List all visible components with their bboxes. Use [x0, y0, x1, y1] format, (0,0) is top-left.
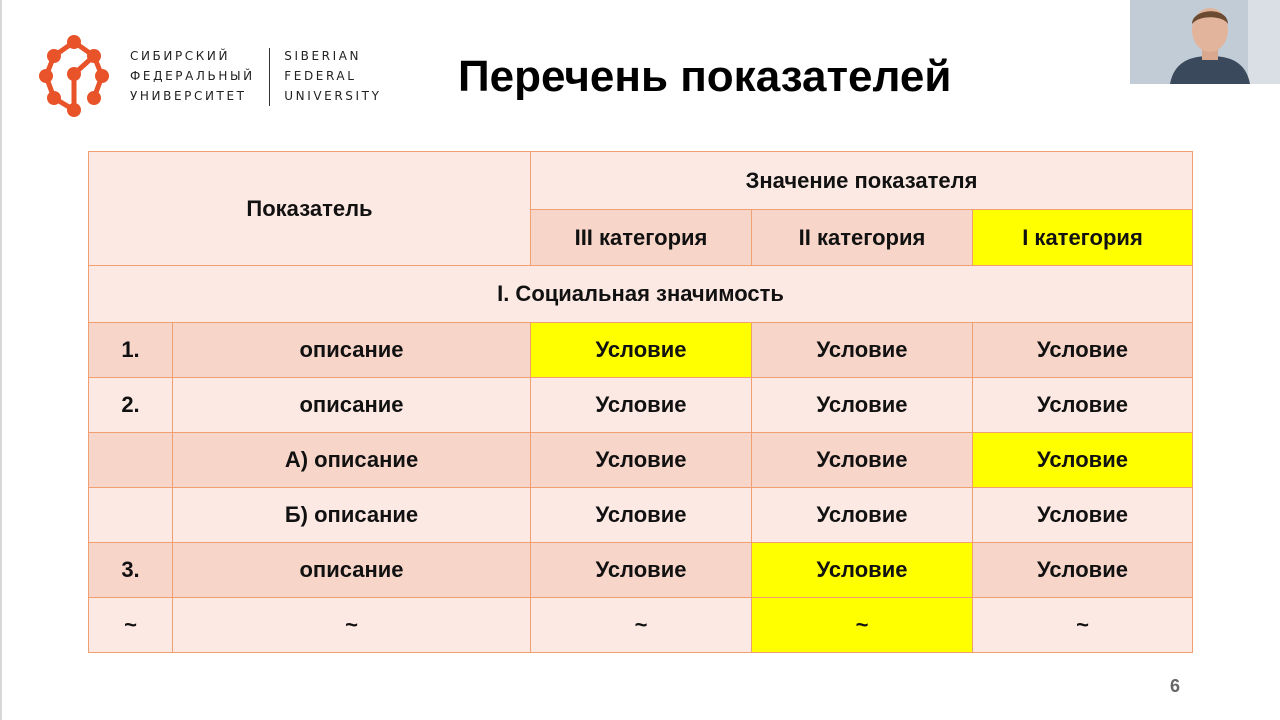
cell-category-1: Условие — [973, 323, 1193, 378]
wordmark-en-line: UNIVERSITY — [284, 89, 382, 103]
cell-category-3: Условие — [531, 323, 752, 378]
row-number: 1. — [89, 323, 173, 378]
cell-category-1: Условие — [973, 433, 1193, 488]
wordmark-divider — [269, 48, 271, 106]
row-description: Б) описание — [173, 488, 531, 543]
wordmark-en — [284, 46, 381, 106]
header-indicator: Показатель — [89, 152, 531, 266]
header-value: Значение показателя — [531, 152, 1193, 210]
indicators-table — [88, 151, 1193, 653]
wordmark-ru-line: ФЕДЕРАЛЬНЫЙ — [130, 69, 255, 83]
page-number: 6 — [1170, 676, 1181, 696]
cell-category-3: Условие — [531, 378, 752, 433]
section-heading: I. Социальная значимость — [89, 266, 1193, 323]
presenter-avatar — [1130, 0, 1280, 84]
row-number — [89, 433, 173, 488]
row-number: ~ — [89, 598, 173, 653]
cell-category-1: Условие — [973, 378, 1193, 433]
row-number — [89, 488, 173, 543]
header-category-1: I категория — [973, 210, 1193, 266]
row-description: описание — [173, 543, 531, 598]
cell-category-2: Условие — [752, 488, 973, 543]
cell-category-2: Условие — [752, 543, 973, 598]
cell-category-3: Условие — [531, 488, 752, 543]
cell-category-2: Условие — [752, 378, 973, 433]
cell-category-2: Условие — [752, 433, 973, 488]
row-description: описание — [173, 323, 531, 378]
wordmark-en-line: FEDERAL — [284, 69, 357, 83]
row-description: описание — [173, 378, 531, 433]
left-edge-rule — [0, 0, 2, 720]
row-description: А) описание — [173, 433, 531, 488]
row-description: ~ — [173, 598, 531, 653]
header-category-2: II категория — [752, 210, 973, 266]
cell-category-1: Условие — [973, 543, 1193, 598]
cell-category-3: Условие — [531, 433, 752, 488]
row-number: 2. — [89, 378, 173, 433]
cell-category-3: ~ — [531, 598, 752, 653]
slide-title: Перечень показателей — [458, 52, 952, 101]
sfu-logo-icon — [36, 34, 116, 118]
table-row — [89, 378, 1193, 433]
header-category-3: III категория — [531, 210, 752, 266]
table-row — [89, 598, 1193, 653]
wordmark-ru-line: УНИВЕРСИТЕТ — [130, 89, 247, 103]
table-row — [89, 488, 1193, 543]
cell-category-2: ~ — [752, 598, 973, 653]
university-wordmark — [130, 46, 382, 106]
wordmark-ru — [130, 46, 255, 106]
wordmark-ru-line: СИБИРСКИЙ — [130, 49, 231, 63]
table-row — [89, 543, 1193, 598]
table-row — [89, 433, 1193, 488]
row-number: 3. — [89, 543, 173, 598]
webcam-overlay — [1130, 0, 1280, 84]
cell-category-1: ~ — [973, 598, 1193, 653]
indicators-table-wrap — [88, 151, 1193, 653]
table-row — [89, 323, 1193, 378]
wordmark-en-line: SIBERIAN — [284, 49, 362, 63]
cell-category-1: Условие — [973, 488, 1193, 543]
cell-category-3: Условие — [531, 543, 752, 598]
cell-category-2: Условие — [752, 323, 973, 378]
